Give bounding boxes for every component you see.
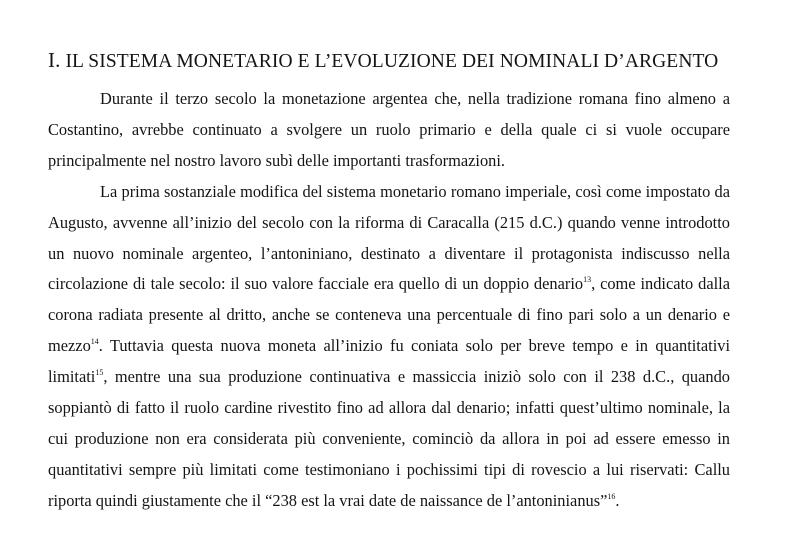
paragraph-2-text-4: , mentre una sua produzione continuativa e massiccia iniziò solo con il 238 d.C., quando soppiantò di fatto il ruolo cardine rivestito fino ad allora dal denario; infatti quest’ultimo nominale, la cui produzione non era considerata più conveniente, cominciò da allora in poi ad essere emesso in quantitativi sempre più limitati come testimoniano i pochissimi tipi di rovescio a lui riservati: Callu riporta quindi giustamente che il “238 est la vrai date de naissance de l’antoninianus” [48,367,730,510]
paragraph-2 [48,177,730,517]
paragraph-2-text-2: , come indicato dalla corona radiata presente al dritto, anche se conteneva una percentuale di fino pari solo a un denario e mezzo [48,274,730,356]
paragraph-1: Durante il terzo secolo la monetazione argentea che, nella tradizione romana fino almeno a Costantino, avrebbe continuato a svolgere un ruolo primario e della quale ci si vuole occupare principalmente nel nostro lavoro subì delle importanti trasformazioni. [48,89,730,170]
section-number: I. [48,48,61,72]
paragraph-2-text-3: . Tuttavia questa nuova moneta all’inizio fu coniata solo per breve tempo e in quantitativi limitati [48,336,730,387]
footnote-ref-14[interactable]: 14 [90,337,99,347]
footnote-ref-16[interactable]: 16 [607,491,616,501]
document-page [48,44,730,517]
paragraph-2-text-1: La prima sostanziale modifica del sistema monetario romano imperiale, così come impostato da Augusto, avvenne all’inizio del secolo con la riforma di Caracalla (215 d.C.) quando venne introdotto un nuovo nominale argenteo, l’antoniniano, destinato a diventare il protagonista indiscusso nella circolazione di tale secolo: il suo valore facciale era quello di un doppio denario [48,181,730,294]
footnote-ref-15[interactable]: 15 [95,368,104,378]
footnote-ref-13[interactable]: 13 [583,275,592,285]
section-heading [48,44,730,78]
section-title: IL SISTEMA MONETARIO E L’EVOLUZIONE DEI NOMINALI D’ARGENTO [65,51,719,72]
paragraph-2-text-5: . [615,490,620,510]
